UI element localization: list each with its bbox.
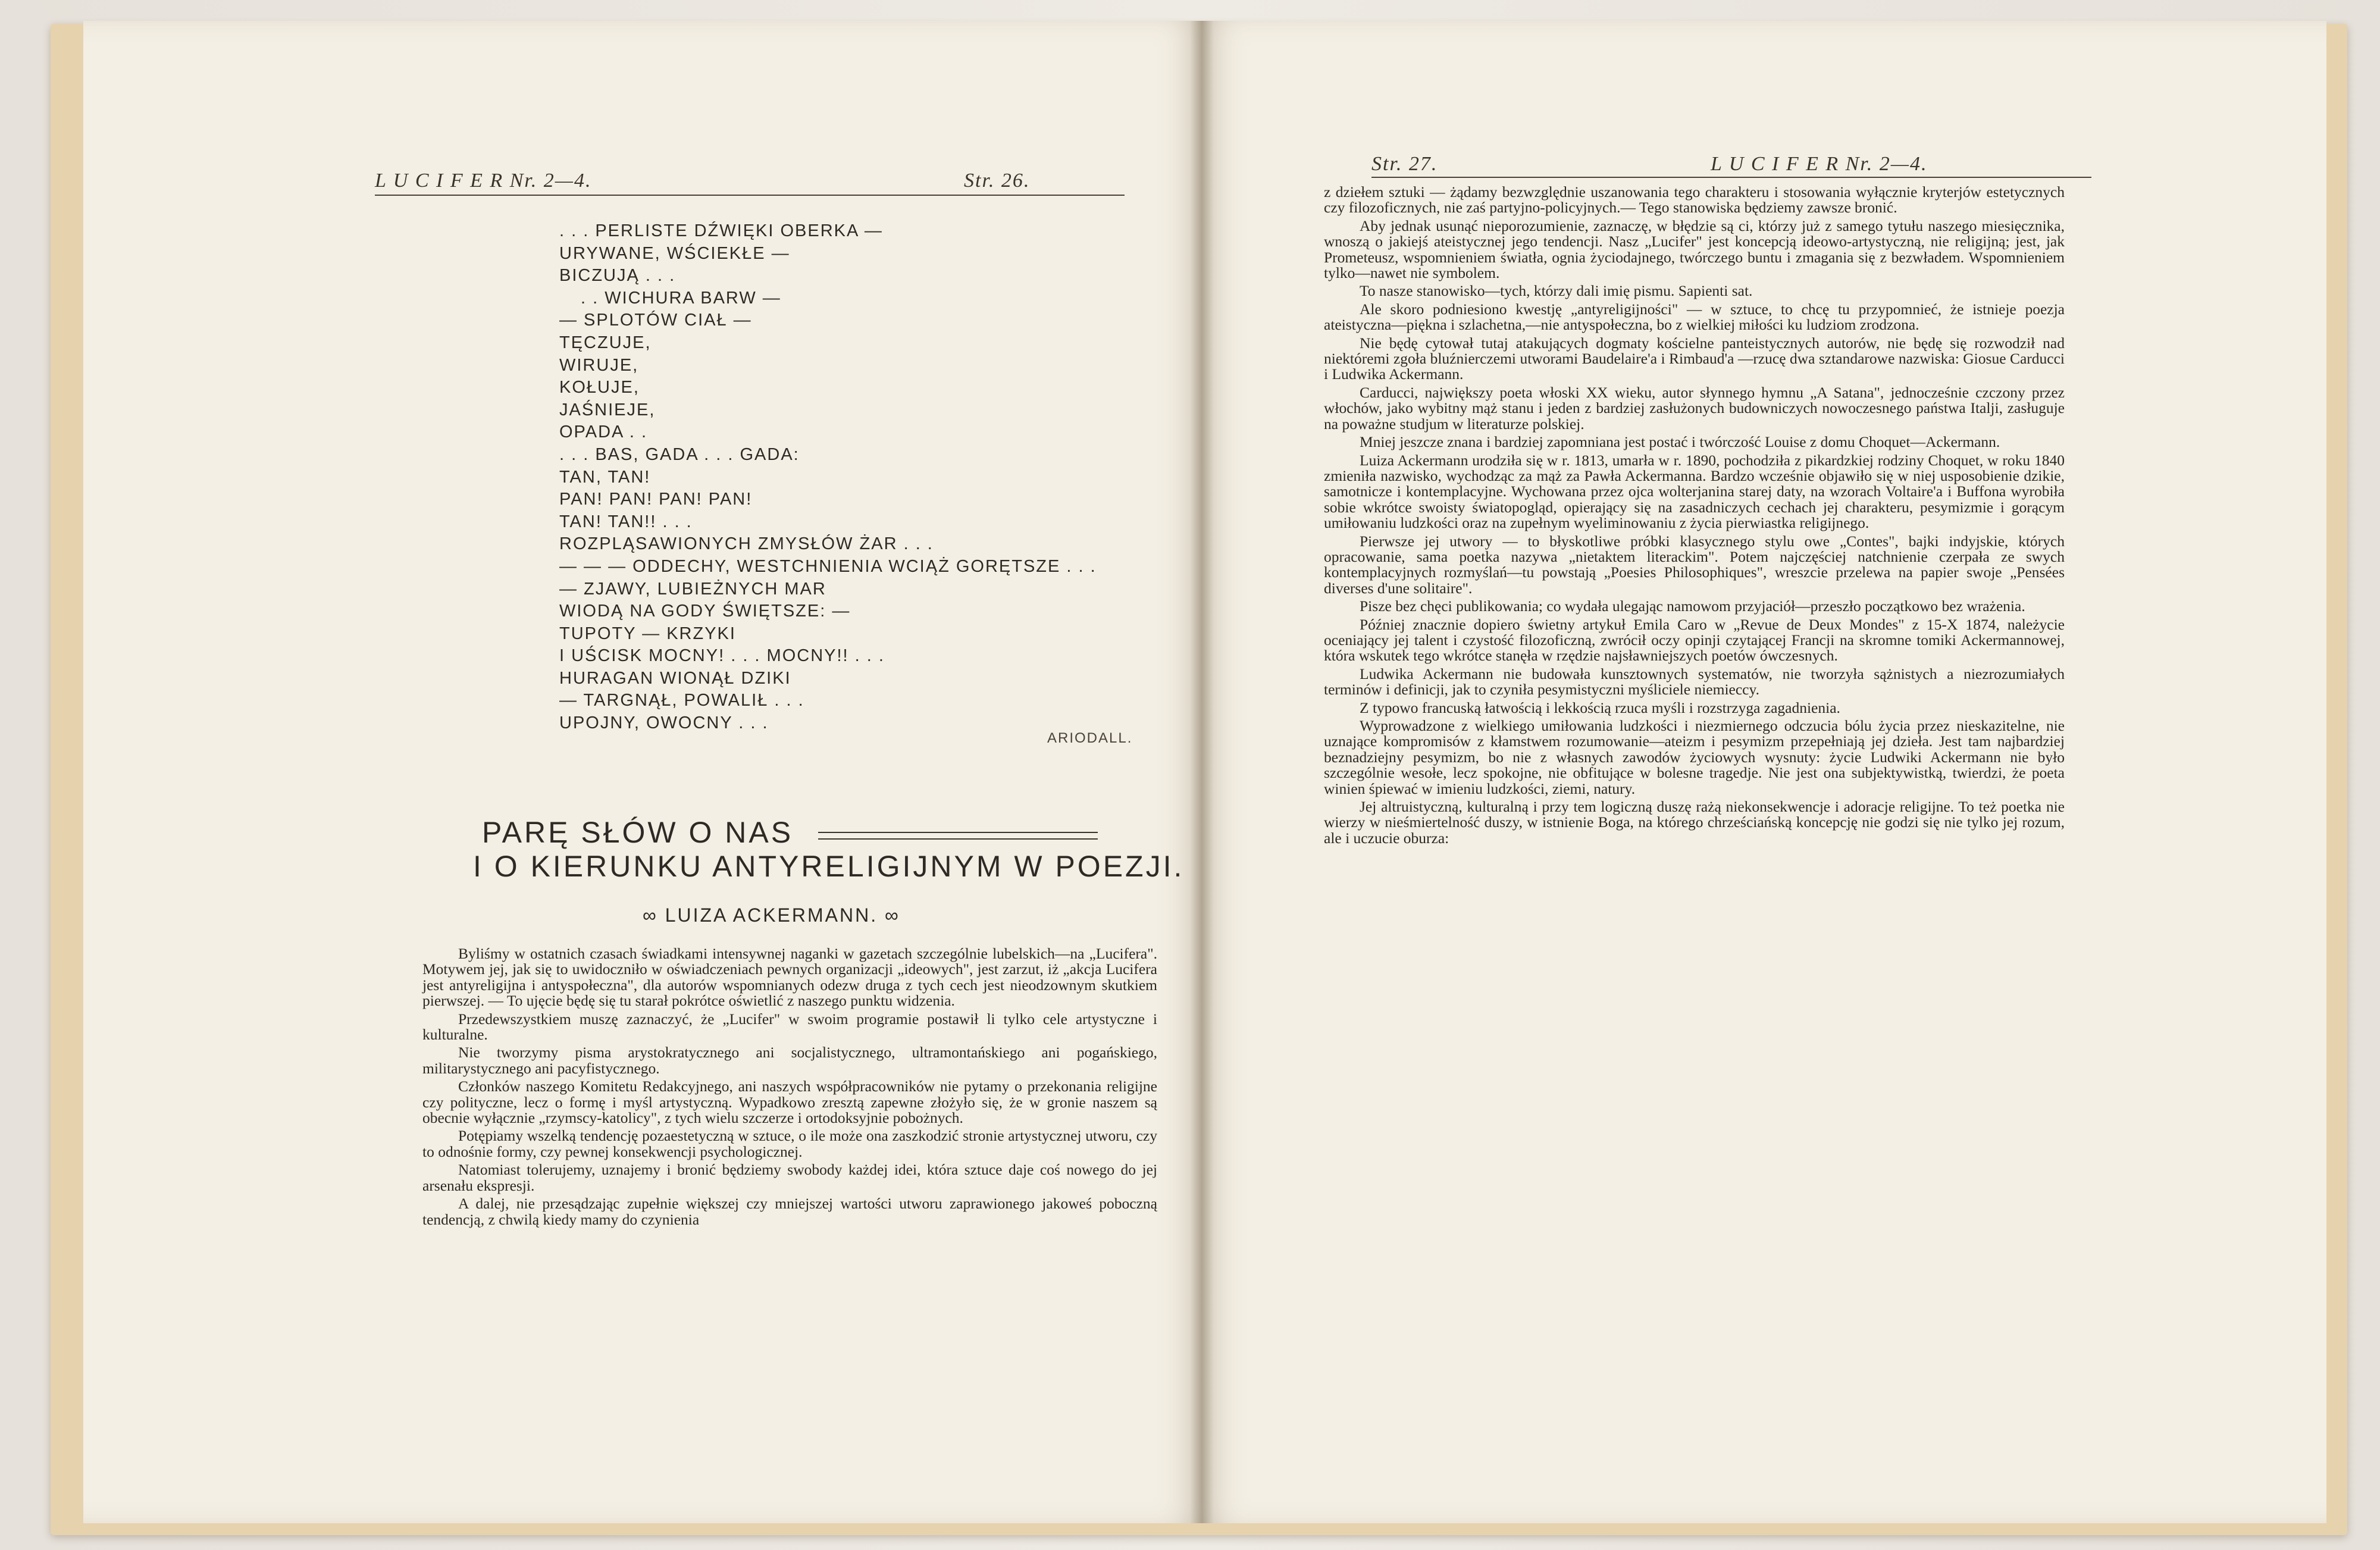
paragraph: A dalej, nie przesądzając zupełnie większej czy mniejszej wartości utworu zaprawionego jakoweś poboczną tendencją, z chwilą kiedy mamy do czynienia [422,1195,1157,1228]
paragraph: Byliśmy w ostatnich czasach świadkami intensywnej naganki w gazetach szczególnie lubelskich—na „Lucifera". Motywem jej, jak się to uwidoczniło w oświadczeniach pewnych organizacji „ideowych", jest zarzut, iż „akcja Lucifera jest antyreligijna i antyspołeczna", dla autorów wspomnianych odezw druga z tych cech jest nieodzownym skutkiem pierwszej. — To ujęcie będę się tu starał pokrótce oświetlić z naszego punktu widzenia. [422,945,1157,1010]
right-page-number: Str. 27. [1371,153,1438,175]
poem-line: UPOJNY, OWOCNY . . . [559,713,769,733]
title-double-rule [818,832,1098,840]
poem-line: — ZJAWY, LUBIEŻNYCH MAR [559,579,826,599]
paragraph: Nie tworzymy pisma arystokratycznego ani socjalistycznego, ultramontańskiego ani pogańskiego, militarystycznego ani pacyfistycznego. [422,1044,1157,1077]
poem-line: ROZPLĄSAWIONYCH ZMYSŁÓW ŻAR . . . [559,534,934,554]
paragraph: Jej altruistyczną, kulturalną i przy tem logiczną duszę rażą niekonsekwencje i adoracje religijne. To też poetka nie wierzy w nieśmiertelność duszy, w istnienie Boga, na którego chrześciańską koncepcję nie godzi się nie tylko jej rozum, ale i uczucie oburza: [1324,798,2065,847]
poem-line: OPADA . . [559,422,648,442]
poem-line: — — — ODDECHY, WESTCHNIENIA WCIĄŻ GORĘTSZE . . . [559,556,1097,576]
paragraph: Nie będę cytował tutaj atakujących dogmaty kościelne panteistycznych autorów, nie będę się rozwodził nad niektóremi zgoła bluźnierczemi utworami Baudelaire'a i Rimbaud'a —rzucę dwa sztandarowe nazwiska: Giosue Carducci i Ludwika Ackermann. [1324,334,2065,383]
poem [559,220,1166,735]
poem-line: TUPOTY — KRZYKI [559,624,736,643]
left-running-title: L U C I F E R Nr. 2—4. [375,170,592,192]
paragraph: Wyprowadzone z wielkiego umiłowania ludzkości i niezmiernego odczucia bólu życia przez nieskazitelne, nie uznające kompromisów z kłamstwem rozumowanie—ateizm i pesymizm przepełniają jej dzieła. Jest tam najbardziej beznadziejny pesymizm, bo nie z własnych zawodów życiowych wysnuty: życie Ludwiki Ackermann nie było szczególnie wesołe, lecz spokojne, nie obfitujące w bolesne tragedje. Nie jest ona subjektywistką, twierdzi, że poeta winien śpiewać w imieniu ludzkości, ziemi, natury. [1324,717,2065,797]
left-page-number: Str. 26. [964,170,1031,192]
poem-line: URYWANE, WŚCIEKŁE — [559,243,790,263]
poem-line: PAN! PAN! PAN! PAN! [559,490,753,509]
poem-line: WIODĄ NA GODY ŚWIĘTSZE: — [559,602,851,621]
poem-signature: ARIODALL. [1047,730,1133,746]
poem-line: . . . PERLISTE DŹWIĘKI OBERKA — [559,221,883,240]
poem-line: — TARGNĄŁ, POWALIŁ . . . [559,691,804,710]
paragraph: Aby jednak usunąć nieporozumienie, zaznaczę, w błędzie są ci, którzy już z samego tytułu naszego miesięcznika, wnoszą o jakiejś ateistycznej jego tendencji. Nasz „Lucifer" jest koncepcją ideowo-artystyczną, nie religijną; jest, jak Prometeusz, wspomnieniem światła, ognia życiodajnego, twórczego buntu i zmagania się z bezwładem. Wspomnieniem tylko—nawet nie symbolem. [1324,217,2065,282]
poem-line: . . WICHURA BARW — [581,288,781,308]
paragraph: To nasze stanowisko—tych, którzy dali imię pismu. Sapienti sat. [1360,282,1753,300]
right-page [1202,21,2326,1523]
paragraph: Pierwsze jej utwory — to błyskotliwe próbki klasycznego stylu owe „Contes", bajki indyjskie, których opracowanie, sama poetka nazywa „nietaktem literackim". Potem najczęściej natchnienie czerpała ze swych kontemplacyjnych rozmyślań—tu powstają „Poesies Philosophiques", wreszcie przelewa na papier swoje „Pensées diverses d'une solitaire". [1324,532,2065,597]
left-page [83,21,1202,1523]
article-author: ∞ LUIZA ACKERMANN. ∞ [643,904,900,926]
paragraph: Członków naszego Komitetu Redakcyjnego, ani naszych współpracowników nie pytamy o przekonania religijne czy polityczne, lecz o formę i myśl artystyczną. Wypadkowo zresztą zapewne złożyło się, że w gronie naszem są obecnie wyłącznie „rzymscy-katolicy", z tych wielu szczerze i ortodoksyjnie pobożnych. [422,1078,1157,1127]
paragraph: Potępiamy wszelką tendencję pozaestetyczną w sztuce, o ile może ona zaszkodzić stronie artystycznej utworu, czy to odnośnie formy, czy pewnej konsekwencji psychologicznej. [422,1127,1157,1160]
article-title-line2: I O KIERUNKU ANTYRELIGIJNYM W POEZJI. [473,850,1185,883]
paragraph: Luiza Ackermann urodziła się w r. 1813, umarła w r. 1890, pochodziła z pikardzkiej rodziny Choquet, w roku 1840 zmieniła nazwisko, wychodząc za mąż za Pawła Ackermanna. Bardzo wcześnie objawiło się w niej usposobienie dzikie, samotnicze i kontemplacyjne. Wychowana przez ojca wolterjanina starej daty, na wzorach Voltaire'a i Buffona wyrobiła sobie wkrótce swoisty światopogląd, opierający się na zasadniczych cechach jej charakteru, pesymizmie i gorącym umiłowaniu ludzkości oraz na zupełnym wyeliminowaniu z życia pierwiastka religijnego. [1324,451,2065,532]
paragraph: Natomiast tolerujemy, uznajemy i bronić będziemy swobody każdej idei, która sztuce daje coś nowego do jej arsenału ekspresji. [422,1161,1157,1194]
paragraph: z dziełem sztuki — żądamy bezwzględnie uszanowania tego charakteru i stosowania wyłącznie kryterjów estetycznych czy filozoficznych, nie zaś partyjno-policyjnych.— Tego stanowiska będziemy zawsze bronić. [1324,183,2065,217]
poem-line: WIRUJE, [559,355,639,375]
poem-line: KOŁUJE, [559,378,640,397]
poem-line: JAŚNIEJE, [559,400,656,419]
article-title-line1: PARĘ SŁÓW O NAS [482,816,794,849]
paragraph: Ludwika Ackermann nie budowała kunsztownych systematów, nie tworzyła sążnistych a niezrozumiałych terminów i definicji, jak to czyniła pesymistyczni myśliciele niemieccy. [1324,665,2065,699]
right-running-title: L U C I F E R Nr. 2—4. [1711,153,1928,175]
paragraph: Carducci, największy poeta włoski XX wieku, autor słynnego hymnu „A Satana", jednocześnie czczony przez włochów, jako wybitny mąż stanu i jeden z bardziej zasłużonych budowniczych nowoczesnego państwa Italji, zasługuje na poważne studjum w literaturze polskiej. [1324,383,2065,433]
poem-line: . . . BAS, GADA . . . GADA: [559,444,800,464]
book-gutter [1190,21,1214,1523]
poem-line: HURAGAN WIONĄŁ DZIKI [559,668,791,688]
left-article-body [422,946,1157,1230]
poem-line: BICZUJĄ . . . [559,266,676,286]
paragraph: Ale skoro podniesiono kwestję „antyreligijności" — w sztuce, to chcę tu przypomnieć, że istnieje poezja ateistyczna—piękna i szlachetna,—nie antyspołeczna, bo z wielkiej miłości ku ludziom zrodzona. [1324,300,2065,334]
poem-line: I UŚCISK MOCNY! . . . MOCNY!! . . . [559,646,885,666]
paragraph: Z typowo francuską łatwością i lekkością rzuca myśli i rozstrzyga zagadnienia. [1360,699,1840,716]
left-header-rule [375,195,1125,196]
paragraph: Później znacznie dopiero świetny artykuł Emila Caro w „Revue de Deux Mondes" z 15-X 1874, należycie oceniający jej talent i czystość filozoficzną, zwrócił oczy opinji czytającej Francji na skromne tomiki Ackermannowej, która wskutek tego wkrótce stanęła w rzędzie najsławniejszych poetów ówczesnych. [1324,615,2065,665]
right-header-rule [1371,177,2091,178]
paragraph: Mniej jeszcze znana i bardziej zapomniana jest postać i twórczość Louise z domu Choquet—Ackermann. [1360,433,2000,451]
paragraph: Pisze bez chęci publikowania; co wydała ulegając namowom przyjaciół—przeszło początkowo bez wrażenia. [1360,597,2025,615]
right-article-body [1324,184,2065,848]
paragraph: Przedewszystkiem muszę zaznaczyć, że „Lucifer" w swoim programie postawił li tylko cele artystyczne i kulturalne. [422,1010,1157,1044]
poem-line: TAN, TAN! [559,467,651,487]
poem-line: TĘCZUJE, [559,333,652,352]
poem-line: TAN! TAN!! . . . [559,512,693,531]
poem-line: — SPLOTÓW CIAŁ — [559,311,752,330]
